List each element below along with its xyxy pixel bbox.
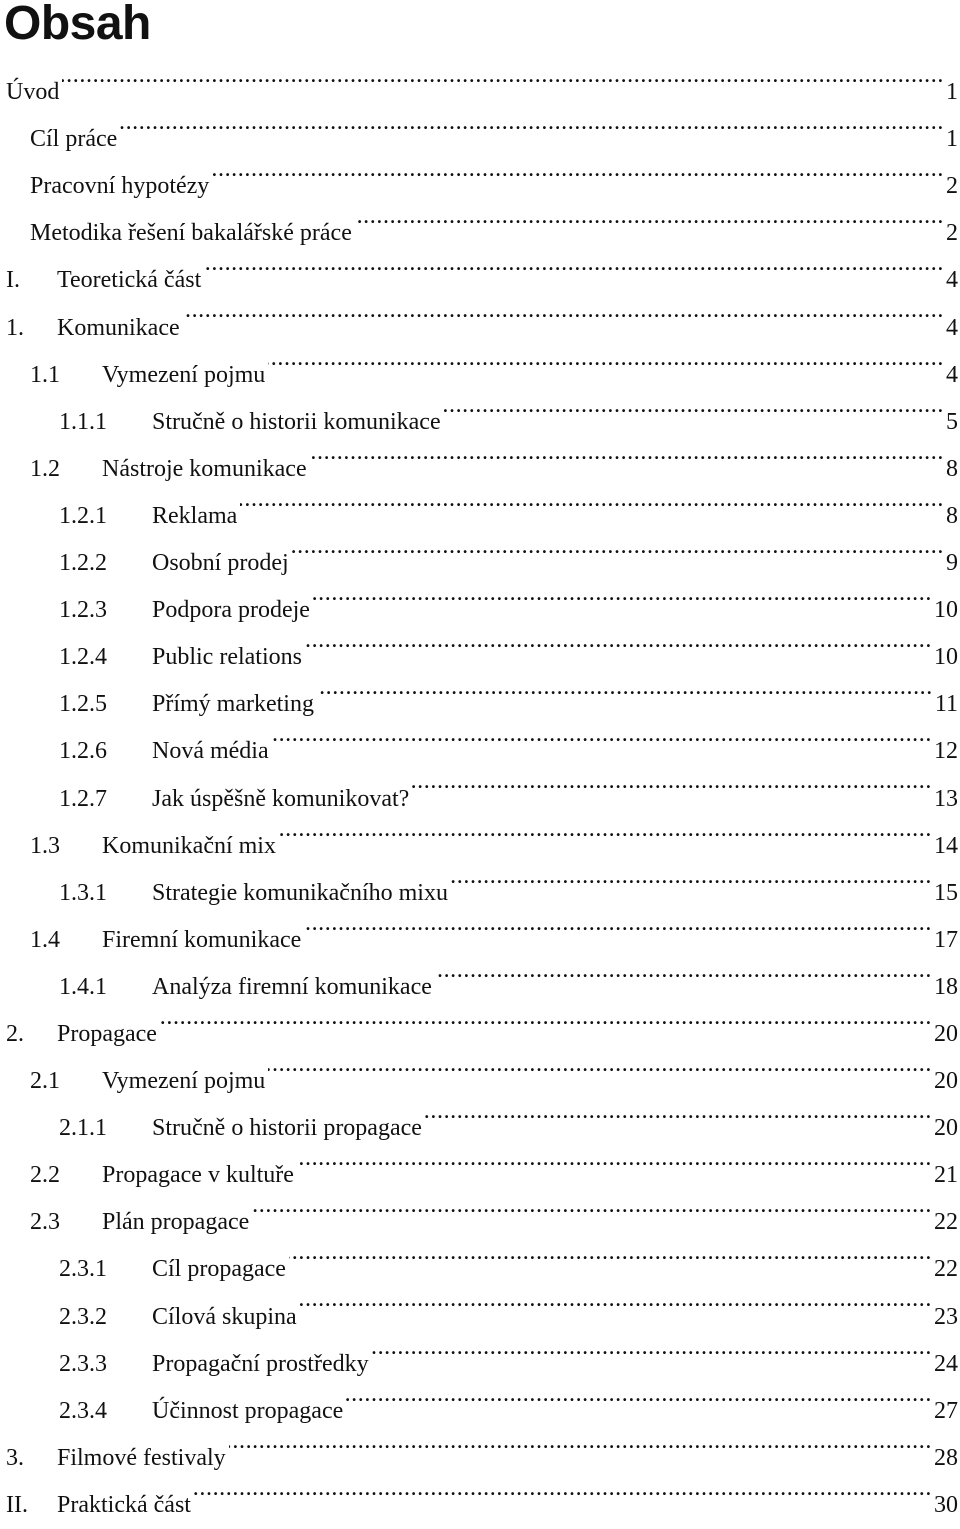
toc-entry-label: Úvod xyxy=(6,79,60,106)
toc-entry-page: 15 xyxy=(934,879,958,906)
toc-entry-number: I. xyxy=(6,267,20,294)
toc-entry-page: 27 xyxy=(934,1397,958,1424)
toc-entry-page: 18 xyxy=(934,973,958,1000)
toc-list xyxy=(0,52,960,1518)
toc-entry-page: 11 xyxy=(934,691,958,718)
toc-entry-label: Filmové festivaly xyxy=(57,1444,226,1471)
toc-entry-number: 1.4.1 xyxy=(59,973,107,1000)
toc-entry-page: 24 xyxy=(934,1350,958,1377)
toc-entry-label: Účinnost propagace xyxy=(152,1397,344,1424)
toc-dot-leader xyxy=(160,994,932,1041)
toc-dot-leader xyxy=(289,1229,932,1276)
toc-entry-number: 1.2.1 xyxy=(59,502,107,529)
toc-dot-leader xyxy=(279,806,932,853)
toc-entry-label: Strategie komunikačního mixu xyxy=(152,879,448,906)
toc-entry-page: 12 xyxy=(934,738,958,765)
toc-entry-number: 1.1 xyxy=(30,361,60,388)
toc-entry-label: Stručně o historii propagace xyxy=(152,1115,422,1142)
toc-entry-label: Pracovní hypotézy xyxy=(30,173,210,200)
toc-entry-label: Public relations xyxy=(152,644,302,671)
toc-dot-leader xyxy=(444,382,944,429)
toc-dot-leader xyxy=(310,429,944,476)
toc-entry-number: 1. xyxy=(6,314,24,341)
toc-entry-page: 23 xyxy=(934,1303,958,1330)
toc-entry-label: Teoretická část xyxy=(57,267,202,294)
toc-dot-leader xyxy=(204,240,944,287)
toc-entry-label: Metodika řešení bakalářské práce xyxy=(30,220,352,247)
toc-dot-leader xyxy=(268,1041,932,1088)
toc-entry-number: 1.2.5 xyxy=(59,691,107,718)
toc-dot-leader xyxy=(240,476,944,523)
toc-dot-leader xyxy=(292,523,944,570)
toc-entry-number: 1.4 xyxy=(30,926,60,953)
toc-entry-label: Praktická část xyxy=(57,1491,191,1518)
toc-entry-label: Cílová skupina xyxy=(152,1303,297,1330)
toc-dot-leader xyxy=(317,664,933,711)
toc-entry-number: 1.2.7 xyxy=(59,785,107,812)
toc-dot-leader xyxy=(313,570,932,617)
toc-entry[interactable] xyxy=(0,146,960,200)
toc-entry-label: Firemní komunikace xyxy=(102,926,302,953)
toc-entry-label: Stručně o historii komunikace xyxy=(152,408,441,435)
toc-entry-label: Komunikace xyxy=(57,314,180,341)
toc-title: Obsah xyxy=(4,0,151,50)
toc-entry-page: 20 xyxy=(934,1115,958,1142)
toc-dot-leader xyxy=(252,1182,932,1229)
toc-entry-number: 2.3.1 xyxy=(59,1256,107,1283)
toc-dot-leader xyxy=(304,900,932,947)
toc-entry-page: 8 xyxy=(946,455,958,482)
toc-entry-number: 2.3 xyxy=(30,1209,60,1236)
toc-dot-leader xyxy=(183,287,944,334)
toc-entry-page: 10 xyxy=(934,644,958,671)
toc-entry-page: 22 xyxy=(934,1256,958,1283)
toc-entry-number: 1.3 xyxy=(30,832,60,859)
toc-entry-number: 2.1.1 xyxy=(59,1115,107,1142)
toc-dot-leader xyxy=(372,1324,932,1371)
toc-entry-page: 8 xyxy=(946,502,958,529)
toc-dot-leader xyxy=(229,1418,932,1465)
toc-entry-label: Reklama xyxy=(152,502,238,529)
toc-dot-leader xyxy=(425,1088,932,1135)
toc-dot-leader xyxy=(435,947,932,994)
toc-dot-leader xyxy=(305,617,932,664)
toc-entry-page: 20 xyxy=(934,1068,958,1095)
toc-entry-page: 5 xyxy=(946,408,958,435)
toc-dot-leader xyxy=(297,1135,932,1182)
toc-entry-label: Jak úspěšně komunikovat? xyxy=(152,785,410,812)
toc-entry-page: 10 xyxy=(934,597,958,624)
toc-entry-number: 1.2.3 xyxy=(59,597,107,624)
toc-entry[interactable] xyxy=(0,52,960,106)
toc-entry-number: 2.2 xyxy=(30,1162,60,1189)
toc-entry-number: 2. xyxy=(6,1020,24,1047)
toc-entry-page: 4 xyxy=(946,267,958,294)
toc-entry-label: Osobní prodej xyxy=(152,550,289,577)
toc-entry-page: 2 xyxy=(946,173,958,200)
toc-dot-leader xyxy=(346,1371,932,1418)
toc-entry-number: 3. xyxy=(6,1444,24,1471)
toc-entry-number: 2.3.4 xyxy=(59,1397,107,1424)
toc-entry-label: Cíl propagace xyxy=(152,1256,286,1283)
toc-entry-page: 28 xyxy=(934,1444,958,1471)
toc-entry-page: 17 xyxy=(934,926,958,953)
toc-entry-number: 2.3.2 xyxy=(59,1303,107,1330)
toc-dot-leader xyxy=(212,146,944,193)
toc-dot-leader xyxy=(355,193,944,240)
toc-entry-page: 30 xyxy=(934,1491,958,1518)
toc-entry-page: 13 xyxy=(934,785,958,812)
toc-entry-page: 9 xyxy=(946,550,958,577)
toc-dot-leader xyxy=(272,711,932,758)
toc-entry-label: Podpora prodeje xyxy=(152,597,310,624)
toc-dot-leader xyxy=(194,1465,932,1512)
toc-entry-label: Cíl práce xyxy=(30,126,118,153)
toc-entry-page: 14 xyxy=(934,832,958,859)
toc-dot-leader xyxy=(120,99,944,146)
toc-entry-page: 20 xyxy=(934,1020,958,1047)
toc-entry-label: Propagace xyxy=(57,1020,157,1047)
toc-dot-leader xyxy=(300,1276,932,1323)
toc-entry-label: Komunikační mix xyxy=(102,832,276,859)
toc-entry-page: 22 xyxy=(934,1209,958,1236)
toc-entry-number: 1.2 xyxy=(30,455,60,482)
toc-entry-label: Analýza firemní komunikace xyxy=(152,973,432,1000)
toc-entry[interactable] xyxy=(0,99,960,153)
toc-entry-label: Plán propagace xyxy=(102,1209,250,1236)
toc-entry-number: 2.1 xyxy=(30,1068,60,1095)
toc-entry-page: 4 xyxy=(946,314,958,341)
toc-entry-number: 1.2.6 xyxy=(59,738,107,765)
toc-entry-page: 4 xyxy=(946,361,958,388)
toc-entry-page: 21 xyxy=(934,1162,958,1189)
toc-entry-number: 1.3.1 xyxy=(59,879,107,906)
toc-entry-number: 1.2.4 xyxy=(59,644,107,671)
toc-entry-label: Přímý marketing xyxy=(152,691,314,718)
toc-entry-label: Nová média xyxy=(152,738,269,765)
toc-entry-label: Propagační prostředky xyxy=(152,1350,369,1377)
toc-entry-number: 1.1.1 xyxy=(59,408,107,435)
toc-entry-number: II. xyxy=(6,1491,28,1518)
toc-entry-label: Vymezení pojmu xyxy=(102,361,266,388)
toc-entry-number: 1.2.2 xyxy=(59,550,107,577)
toc-entry-page: 1 xyxy=(946,79,958,106)
toc-dot-leader xyxy=(268,335,944,382)
toc-entry-number: 2.3.3 xyxy=(59,1350,107,1377)
toc-dot-leader xyxy=(451,853,932,900)
toc-entry-page: 1 xyxy=(946,126,958,153)
toc-entry-label: Propagace v kultuře xyxy=(102,1162,294,1189)
toc-dot-leader xyxy=(62,52,944,99)
toc-dot-leader xyxy=(412,758,932,805)
toc-entry-label: Nástroje komunikace xyxy=(102,455,307,482)
toc-entry-page: 2 xyxy=(946,220,958,247)
toc-entry-label: Vymezení pojmu xyxy=(102,1068,266,1095)
